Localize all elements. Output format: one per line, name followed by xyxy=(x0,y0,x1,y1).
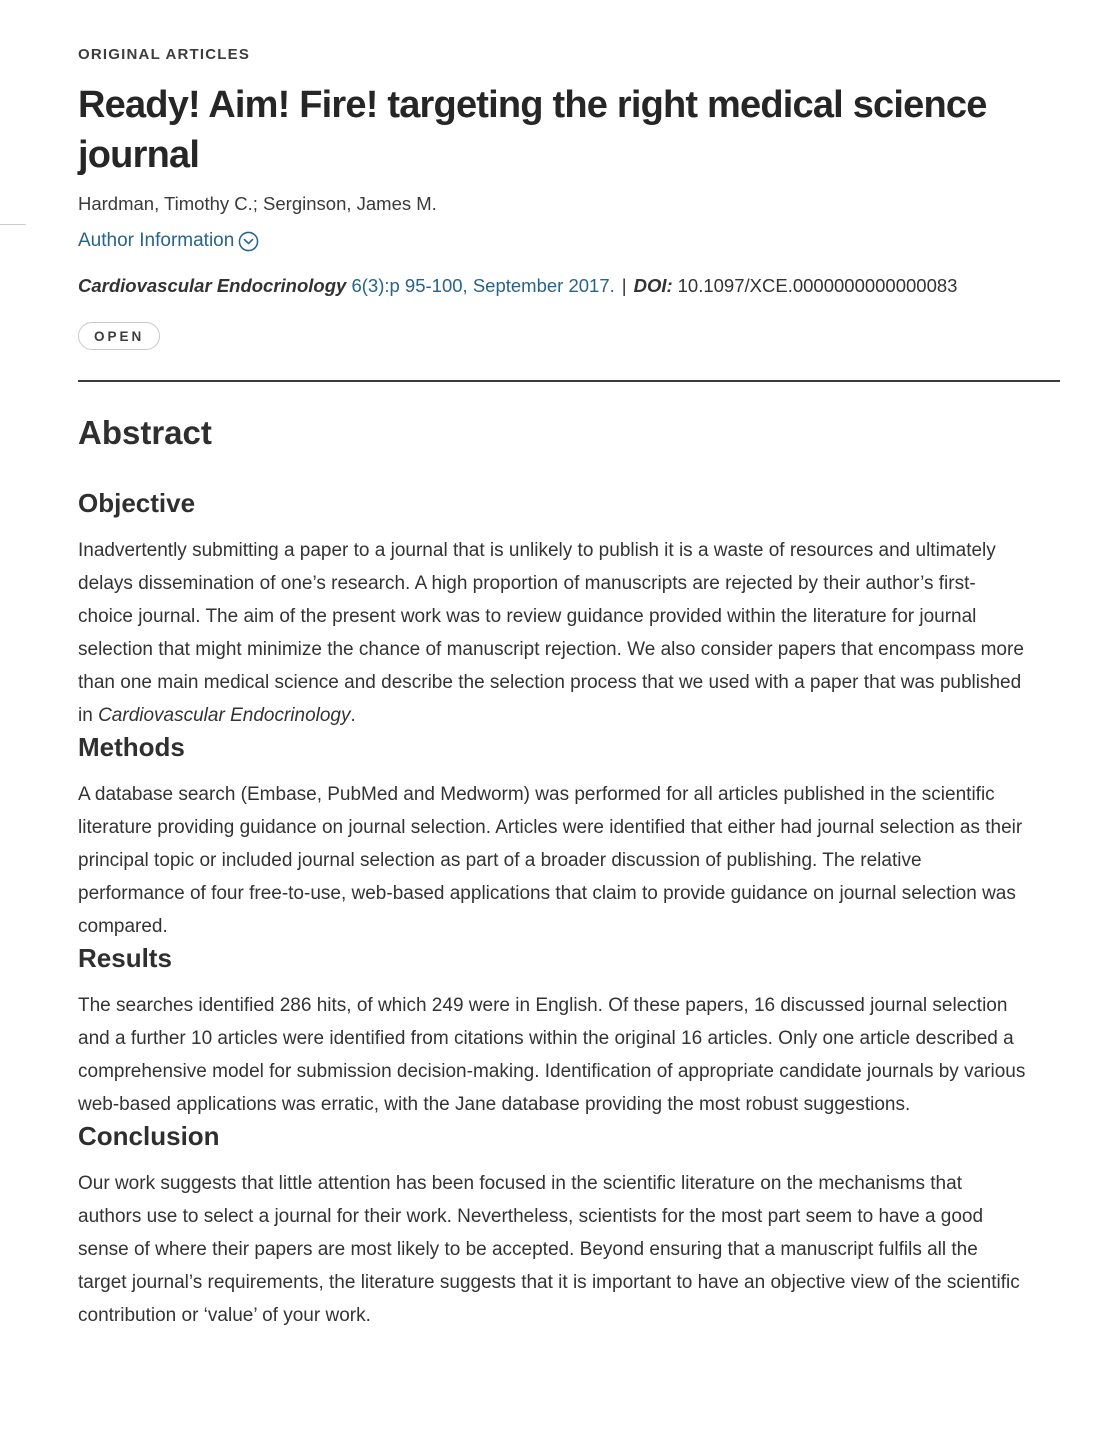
abstract-section-objective xyxy=(78,488,1060,732)
abstract-heading: Abstract xyxy=(78,414,212,451)
citation-issue-link[interactable]: 6(3):p 95-100, September 2017. xyxy=(351,275,615,296)
author-information-label: Author Information xyxy=(78,230,235,251)
chevron-down-circle-icon xyxy=(238,231,259,252)
citation-journal-name: Cardiovascular Endocrinology xyxy=(78,275,347,296)
citation-separator: | xyxy=(621,275,627,296)
objective-heading: Objective xyxy=(78,488,196,518)
results-text: The searches identified 286 hits, of which 249 were in English. Of these papers, 16 discussed journal selection and a further 10 articles were identified from citations within the original 16 articles. Only one article described a comprehensive model for submission decision-making. Identification of appropriate candidate journals by various web-based applications was erratic, with the Jane database providing the most robust suggestions. xyxy=(78,995,1026,1115)
objective-text-tail: . xyxy=(350,705,356,726)
methods-heading: Methods xyxy=(78,732,185,762)
header-divider xyxy=(78,380,1060,382)
citation-line xyxy=(78,275,1060,297)
objective-text-main: Inadvertently submitting a paper to a journal that is unlikely to publish it is a waste of resources and ultimately delays dissemination of one’s research. A high proportion of manuscripts are rejected by their author’s first-choice journal. The aim of the present work was to review guidance provided within the literature for journal selection that might minimize the chance of manuscript rejection. We also consider papers that encompass more than one main medical science and describe the selection process that we used with a paper that was published in xyxy=(78,540,1024,726)
article-category: ORIGINAL ARTICLES xyxy=(78,46,251,63)
results-heading: Results xyxy=(78,943,172,973)
abstract-section-results xyxy=(78,943,1060,1121)
doi-label: DOI: xyxy=(633,275,673,296)
objective-text xyxy=(78,534,1030,732)
article-authors: Hardman, Timothy C.; Serginson, James M. xyxy=(78,193,437,214)
abstract-section-methods xyxy=(78,732,1060,943)
conclusion-heading: Conclusion xyxy=(78,1121,220,1151)
author-information-link[interactable] xyxy=(78,230,259,252)
objective-journal-italic: Cardiovascular Endocrinology xyxy=(98,705,351,726)
methods-text: A database search (Embase, PubMed and Medworm) was performed for all articles published in the scientific literature providing guidance on journal selection. Articles were identified that either had journal selection as their principal topic or included journal selection as part of a broader discussion of publishing. The relative performance of four free-to-use, web-based applications that claim to provide guidance on journal selection was compared. xyxy=(78,784,1023,937)
conclusion-text: Our work suggests that little attention has been focused in the scientific literature on the mechanisms that authors use to select a journal for their work. Nevertheless, scientists for the most part seem to have a good sense of where their papers are most likely to be accepted. Beyond ensuring that a manuscript fulfils all the target journal’s requirements, the literature suggests that it is important to have an objective view of the scientific contribution or ‘value’ of your work. xyxy=(78,1173,1020,1326)
abstract-section-conclusion xyxy=(78,1121,1060,1332)
left-edge-divider xyxy=(0,224,26,225)
article-title: Ready! Aim! Fire! targeting the right medical science journal xyxy=(78,84,987,176)
doi-value: 10.1097/XCE.0000000000000083 xyxy=(677,275,958,296)
open-access-badge: OPEN xyxy=(78,322,160,350)
